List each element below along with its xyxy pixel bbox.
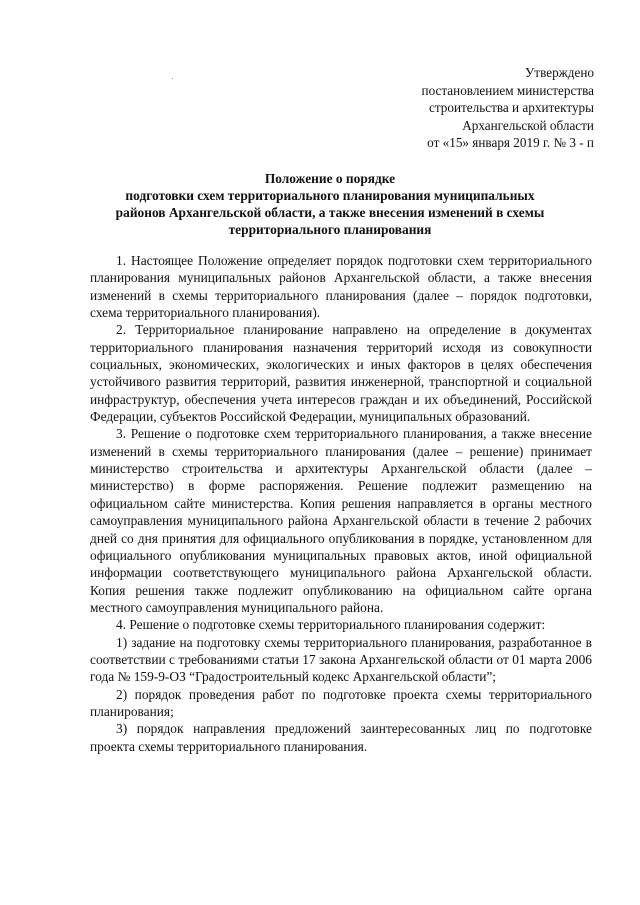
document-body	[90, 252, 592, 755]
title-line: районов Архангельской области, а также внесения изменений в схемы	[115, 205, 545, 220]
title-line: Положение о порядке	[264, 171, 396, 186]
document-title	[70, 170, 590, 238]
approval-date-line: от «15» января 2019 г. № 3 - п	[427, 135, 594, 150]
paragraph-2: 2. Территориальное планирование направлено на определение в документах территориального планирования назначения территорий исходя из совокупности социальных, экономических, экологических и иных факторов в целях обеспечения устойчивого развития территорий, развития инженерной, транспортной и социальной инфраструктур, обеспечения учета интересов граждан и их объединений, Российской Федерации, субъектов Российской Федерации, муниципальных образований.	[90, 322, 592, 425]
subitem-2: 2) порядок проведения работ по подготовке проекта схемы территориального планирования;	[90, 686, 592, 719]
approval-line: строительства и архитектуры	[429, 100, 594, 115]
approval-line: Утверждено	[524, 65, 594, 80]
scan-speck	[172, 78, 173, 79]
paragraph-1: 1. Настоящее Положение определяет порядок подготовки схем территориального планирования муниципальных районов Архангельской области, а также внесения изменений в схемы территориального планирования (далее – порядок подготовки, схема территориального планирования).	[90, 253, 592, 321]
approval-line: постановлением министерства	[421, 82, 594, 98]
approval-line: Архангельской области	[462, 117, 594, 133]
subitem-3: 3) порядок направления предложений заинтересованных лиц по подготовке проекта схемы территориального планирования.	[90, 721, 592, 754]
approval-block	[334, 64, 594, 152]
paragraph-4: 4. Решение о подготовке схемы территориального планирования содержит:	[116, 617, 546, 633]
subitem-1: 1) задание на подготовку схемы территориального планирования, разработанное в соответствии с требованиями статьи 17 закона Архангельской области от 01 марта 2006 года № 159-9-ОЗ “Градостроительный кодекс Архангельской области”;	[90, 634, 592, 685]
paragraph-3: 3. Решение о подготовке схем территориального планирования, а также внесение изменений в схемы территориального планирования (далее – решение) принимает министерство строительства и архитектуры Архангельской области (далее – министерство) в форме распоряжения. Решение подлежит размещению на официальном сайте министерства. Копия решения направляется в органы местного самоуправления муниципального района Архангельской области в течение 2 рабочих дней со дня принятия для официального опубликования в порядке, установленном для официального опубликования муниципальных правовых актов, иной официальной информации соответствующего муниципального района Архангельской области. Копия решения также подлежит опубликованию на официальном сайте органа местного самоуправления муниципального района.	[90, 426, 592, 615]
title-line: территориального планирования	[228, 222, 432, 237]
title-line: подготовки схем территориального планирования муниципальных	[125, 188, 535, 203]
